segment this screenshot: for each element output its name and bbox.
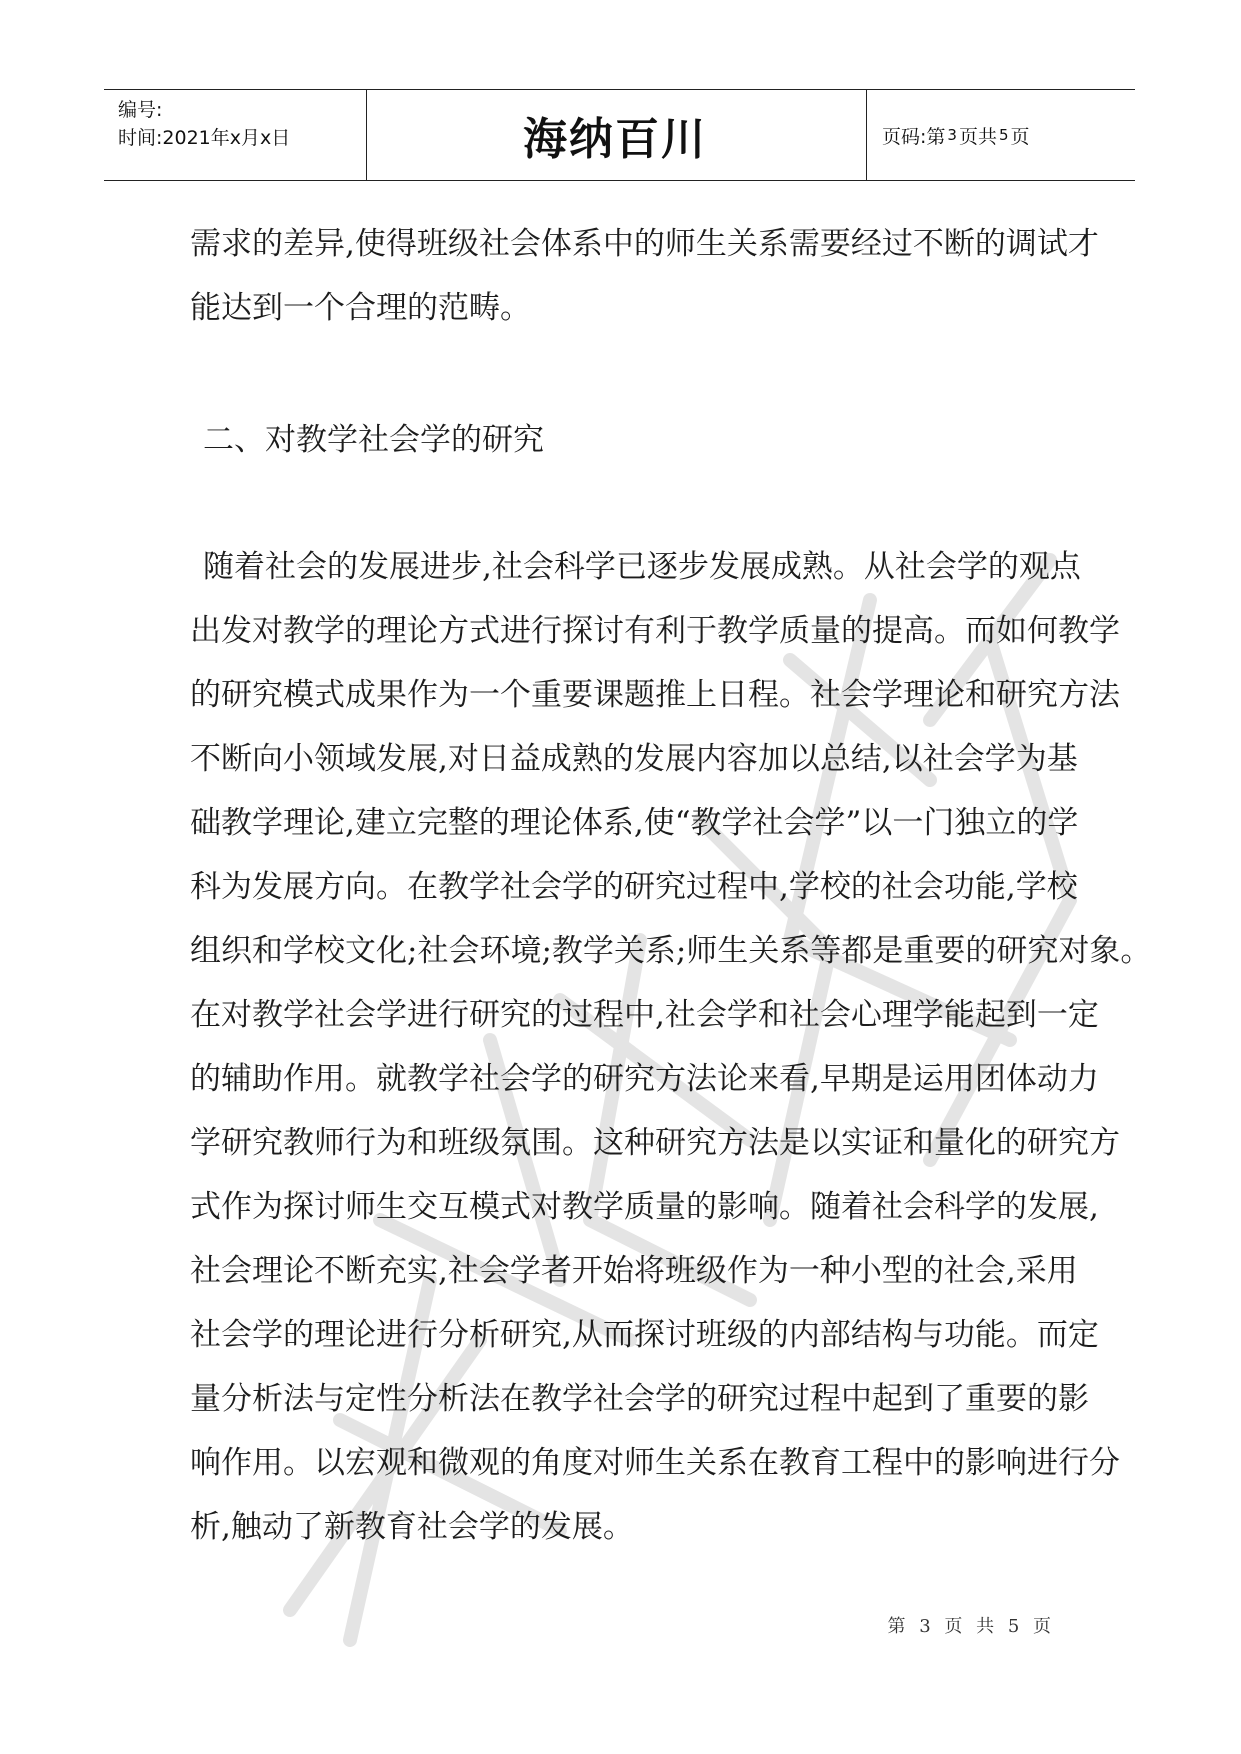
header-page-info bbox=[870, 90, 1030, 180]
page-current: 3 bbox=[947, 126, 957, 144]
paragraph-line-7: 组织和学校文化;社会环境;教学关系;师生关系等都是重要的研究对象。 bbox=[190, 933, 1152, 969]
paragraph-line-10: 学研究教师行为和班级氛围。这种研究方法是以实证和量化的研究方 bbox=[190, 1125, 1120, 1161]
paragraph-line-3: 的研究模式成果作为一个重要课题推上日程。社会学理论和研究方法 bbox=[190, 677, 1120, 713]
page-suffix: 页 bbox=[1010, 125, 1030, 148]
document-number-label: 编号: bbox=[118, 99, 163, 121]
document-time-label: 时间:2021年x月x日 bbox=[118, 127, 291, 149]
paragraph-line-11: 式作为探讨师生交互模式对教学质量的影响。随着社会科学的发展, bbox=[190, 1189, 1099, 1225]
paragraph-line-5: 础教学理论,建立完整的理论体系,使“教学社会学”以一门独立的学 bbox=[190, 805, 1079, 841]
paragraph-line-9: 的辅助作用。就教学社会学的研究方法论来看,早期是运用团体动力 bbox=[190, 1061, 1099, 1097]
footer-page-number: 第 3 页 共 5 页 bbox=[887, 1616, 1055, 1637]
paragraph-line-2: 出发对教学的理论方式进行探讨有利于教学质量的提高。而如何教学 bbox=[190, 613, 1120, 649]
paragraph-line-4: 不断向小领域发展,对日益成熟的发展内容加以总结,以社会学为基 bbox=[190, 741, 1078, 777]
paragraph-line-1: 随着社会的发展进步,社会科学已逐步发展成熟。从社会学的观点 bbox=[203, 549, 1081, 585]
paragraph-line-12: 社会理论不断充实,社会学者开始将班级作为一种小型的社会,采用 bbox=[190, 1253, 1078, 1289]
header-meta bbox=[118, 96, 290, 152]
paragraph-line-15: 响作用。以宏观和微观的角度对师生关系在教育工程中的影响进行分 bbox=[190, 1445, 1120, 1481]
header-divider-left bbox=[366, 90, 367, 180]
section-heading: 二、对教学社会学的研究 bbox=[203, 422, 544, 458]
continuation-line-1: 需求的差异,使得班级社会体系中的师生关系需要经过不断的调试才 bbox=[190, 226, 1099, 262]
page-middle: 页共 bbox=[958, 125, 997, 148]
paragraph-line-13: 社会学的理论进行分析研究,从而探讨班级的内部结构与功能。而定 bbox=[190, 1317, 1099, 1353]
continuation-line-2: 能达到一个合理的范畴。 bbox=[190, 290, 531, 326]
header-divider-right bbox=[866, 90, 867, 180]
page-prefix: 页码:第 bbox=[882, 125, 946, 148]
paragraph-line-14: 量分析法与定性分析法在教学社会学的研究过程中起到了重要的影 bbox=[190, 1381, 1089, 1417]
document-header bbox=[104, 89, 1135, 181]
paragraph-line-6: 科为发展方向。在教学社会学的研究过程中,学校的社会功能,学校 bbox=[190, 869, 1078, 905]
paragraph-line-16: 析,触动了新教育社会学的发展。 bbox=[190, 1509, 634, 1545]
paragraph-line-8: 在对教学社会学进行研究的过程中,社会学和社会心理学能起到一定 bbox=[190, 997, 1099, 1033]
header-title: 海纳百川 bbox=[523, 114, 707, 165]
page-total: 5 bbox=[998, 126, 1009, 144]
